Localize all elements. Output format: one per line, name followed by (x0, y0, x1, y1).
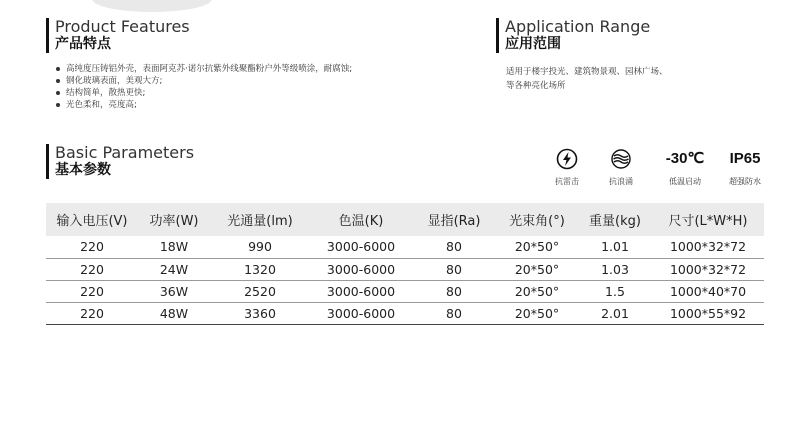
column-header: 显指(Ra) (412, 203, 496, 236)
table-cell: 3000-6000 (310, 280, 412, 302)
heading-bar (46, 18, 49, 53)
feature-caption: 抗雷击 (555, 177, 579, 186)
surge-wave-icon (596, 147, 646, 171)
table-header-row (46, 203, 764, 236)
table-cell: 80 (412, 258, 496, 280)
table-cell: 48W (138, 302, 210, 324)
table-cell: 1.01 (578, 236, 652, 258)
table-cell: 80 (412, 236, 496, 258)
table-cell: 80 (412, 280, 496, 302)
heading-bar (46, 144, 49, 179)
feature-low-temp (660, 147, 710, 187)
table-cell: 20*50° (496, 258, 578, 280)
table-cell: 20*50° (496, 302, 578, 324)
table-cell: 18W (138, 236, 210, 258)
application-text (506, 65, 736, 93)
table-cell: 1000*32*72 (652, 236, 764, 258)
table-cell: 1000*55*92 (652, 302, 764, 324)
application-line: 等各种亮化场所 (506, 81, 566, 91)
table-cell: 36W (138, 280, 210, 302)
params-title-en: Basic Parameters (55, 143, 195, 162)
application-title-en: Application Range (505, 17, 651, 36)
application-heading (496, 18, 650, 53)
table-cell: 1.5 (578, 280, 652, 302)
table-cell: 1000*32*72 (652, 258, 764, 280)
features-title-en: Product Features (55, 17, 190, 36)
lightning-icon (542, 147, 592, 171)
table-cell: 80 (412, 302, 496, 324)
column-header: 功率(W) (138, 203, 210, 236)
table-cell: 220 (46, 236, 138, 258)
features-heading (46, 18, 190, 53)
feature-waterproof (720, 147, 770, 187)
table-cell: 220 (46, 258, 138, 280)
table-cell: 20*50° (496, 280, 578, 302)
decorative-shape (92, 0, 212, 12)
feature-surge (596, 147, 646, 187)
column-header: 色温(K) (310, 203, 412, 236)
column-header: 光束角(°) (496, 203, 578, 236)
table-cell: 2520 (210, 280, 310, 302)
ip-rating-value: IP65 (729, 150, 761, 167)
table-cell: 3360 (210, 302, 310, 324)
table-cell: 3000-6000 (310, 236, 412, 258)
table-cell: 990 (210, 236, 310, 258)
features-list (56, 63, 352, 111)
table-row (46, 302, 764, 324)
table-cell: 20*50° (496, 236, 578, 258)
table-cell: 24W (138, 258, 210, 280)
list-item: 光色柔和，亮度高; (56, 99, 352, 111)
table-cell: 1.03 (578, 258, 652, 280)
heading-bar (496, 18, 499, 53)
feature-lightning (542, 147, 592, 187)
table-row (46, 236, 764, 258)
params-table (46, 203, 764, 325)
column-header: 重量(kg) (578, 203, 652, 236)
table-cell: 2.01 (578, 302, 652, 324)
application-line: 适用于楼宇投光、建筑物景观、园林广场、 (506, 67, 668, 77)
features-title-zh: 产品特点 (55, 36, 111, 52)
low-temp-value: -30℃ (665, 150, 705, 167)
table-cell: 220 (46, 302, 138, 324)
table-cell: 1320 (210, 258, 310, 280)
feature-caption: 超强防水 (729, 177, 761, 186)
table-cell: 3000-6000 (310, 302, 412, 324)
column-header: 尺寸(L*W*H) (652, 203, 764, 236)
table-cell: 220 (46, 280, 138, 302)
params-title-zh: 基本参数 (55, 162, 111, 178)
list-item: 钢化玻璃表面，美观大方; (56, 75, 352, 87)
table-cell: 1000*40*70 (652, 280, 764, 302)
params-heading (46, 144, 194, 179)
table-cell: 3000-6000 (310, 258, 412, 280)
list-item: 高纯度压铸铝外壳，表面阿克苏·诺尔抗紫外线聚酯粉户外等级喷涂，耐腐蚀; (56, 63, 352, 75)
list-item: 结构简单，散热更快; (56, 87, 352, 99)
column-header: 输入电压(V) (46, 203, 138, 236)
feature-caption: 抗浪涌 (609, 177, 633, 186)
table-row (46, 258, 764, 280)
feature-caption: 低温启动 (669, 177, 701, 186)
application-title-zh: 应用范围 (505, 36, 561, 52)
column-header: 光通量(lm) (210, 203, 310, 236)
table-row (46, 280, 764, 302)
